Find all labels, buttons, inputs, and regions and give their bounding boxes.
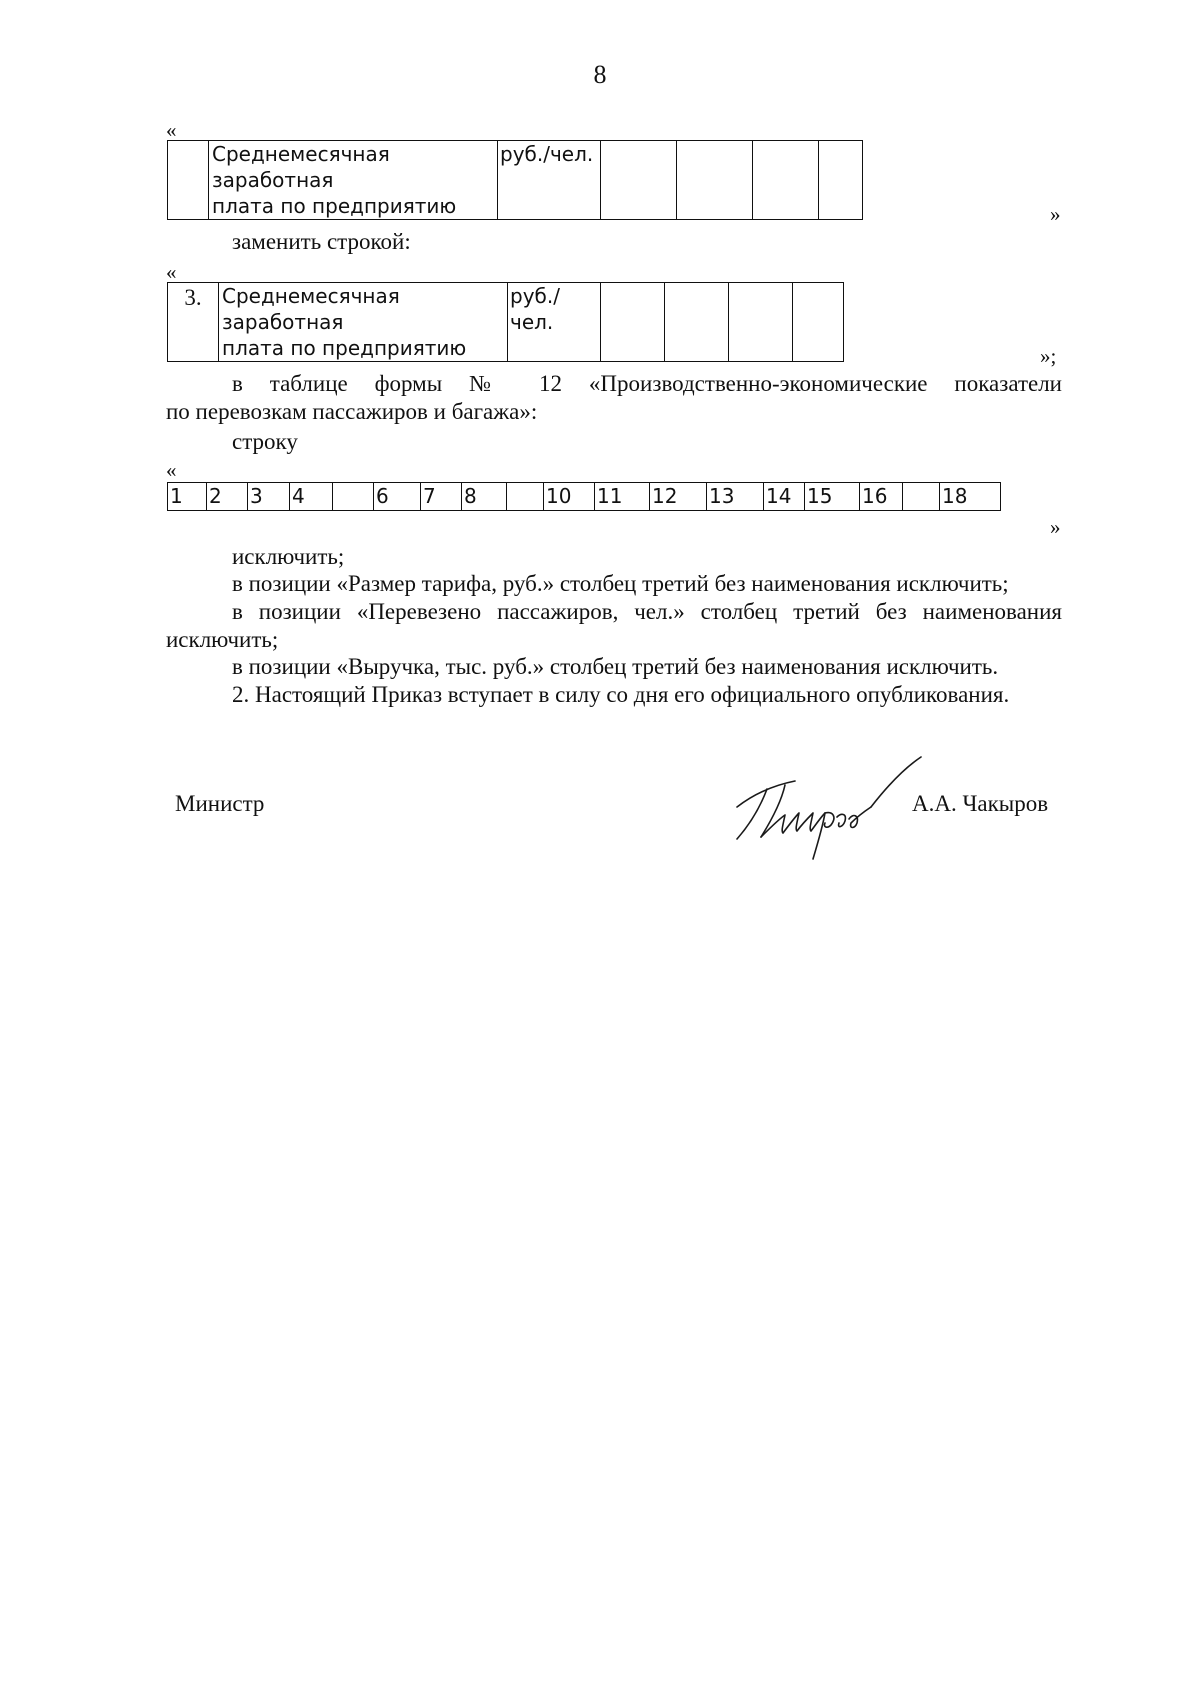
replace-with-text: заменить строкой: (232, 229, 411, 254)
row-word: строку (232, 429, 298, 454)
empty-cell (677, 141, 753, 220)
empty-cell (793, 283, 844, 362)
empty-cell (665, 283, 729, 362)
empty-cell (729, 283, 793, 362)
empty-cell (601, 283, 665, 362)
page-number: 8 (593, 60, 607, 89)
new-row-table (167, 282, 844, 362)
column-number-cell: 14 (764, 483, 805, 511)
indicator-name-line2: плата по предприятию (212, 194, 457, 218)
column-number-cell: 7 (421, 483, 462, 511)
column-number-cell (333, 483, 374, 511)
column-number-cell: 18 (940, 483, 1001, 511)
row-number-cell: 3. (168, 283, 219, 362)
indicator-name-cell (219, 283, 508, 362)
item-revenue: в позиции «Выручка, тыс. руб.» столбец третий без наименования исключить. (232, 654, 999, 679)
unit-cell: руб./чел. (498, 141, 601, 220)
old-row-table (167, 140, 863, 220)
signer-name: А.А. Чакыров (912, 791, 1049, 816)
column-number-cell: 11 (595, 483, 650, 511)
column-number-cell: 15 (805, 483, 860, 511)
column-number-cell: 6 (374, 483, 421, 511)
empty-cell (601, 141, 677, 220)
close-quote: » (1050, 202, 1061, 226)
unit-cell: руб./чел. (508, 283, 601, 362)
indicator-name-line2: плата по предприятию (222, 336, 467, 360)
clause-2: 2. Настоящий Приказ вступает в силу со дня его официального опубликования. (232, 682, 1010, 707)
column-number-cell: 3 (248, 483, 290, 511)
form12-line1: в таблице формы № 12 «Производственно-экономические показатели (232, 371, 1062, 396)
indicator-name-cell (209, 141, 498, 220)
column-number-cell: 10 (544, 483, 595, 511)
column-number-cell: 13 (707, 483, 764, 511)
indicator-name-line1: Среднемесячная заработная (222, 284, 400, 334)
open-quote: « (166, 260, 177, 284)
column-number-cell: 12 (650, 483, 707, 511)
column-number-cell: 16 (860, 483, 903, 511)
exclude-text: исключить; (232, 544, 345, 569)
item-passengers-line2: исключить; (166, 627, 279, 652)
form12-line2: по перевозкам пассажиров и багажа»: (166, 399, 538, 424)
column-number-cell: 1 (168, 483, 207, 511)
item-passengers-line1: в позиции «Перевезено пассажиров, чел.» столбец третий без наименования (232, 599, 1062, 624)
empty-cell (819, 141, 863, 220)
column-number-cell (507, 483, 544, 511)
signer-title: Министр (175, 791, 265, 816)
handwritten-signature (725, 755, 925, 865)
row-number-cell (168, 141, 209, 220)
indicator-name-line1: Среднемесячная заработная (212, 142, 390, 192)
empty-cell (753, 141, 819, 220)
open-quote: « (166, 458, 177, 482)
column-number-cell: 8 (462, 483, 507, 511)
column-number-cell (903, 483, 940, 511)
column-number-cell: 4 (290, 483, 333, 511)
item-tariff: в позиции «Размер тарифа, руб.» столбец третий без наименования исключить; (232, 571, 1009, 596)
column-numbers-table (167, 482, 1001, 511)
close-quote-semicolon: »; (1040, 344, 1057, 368)
close-quote: » (1050, 515, 1061, 539)
column-number-cell: 2 (207, 483, 248, 511)
open-quote: « (166, 118, 177, 142)
